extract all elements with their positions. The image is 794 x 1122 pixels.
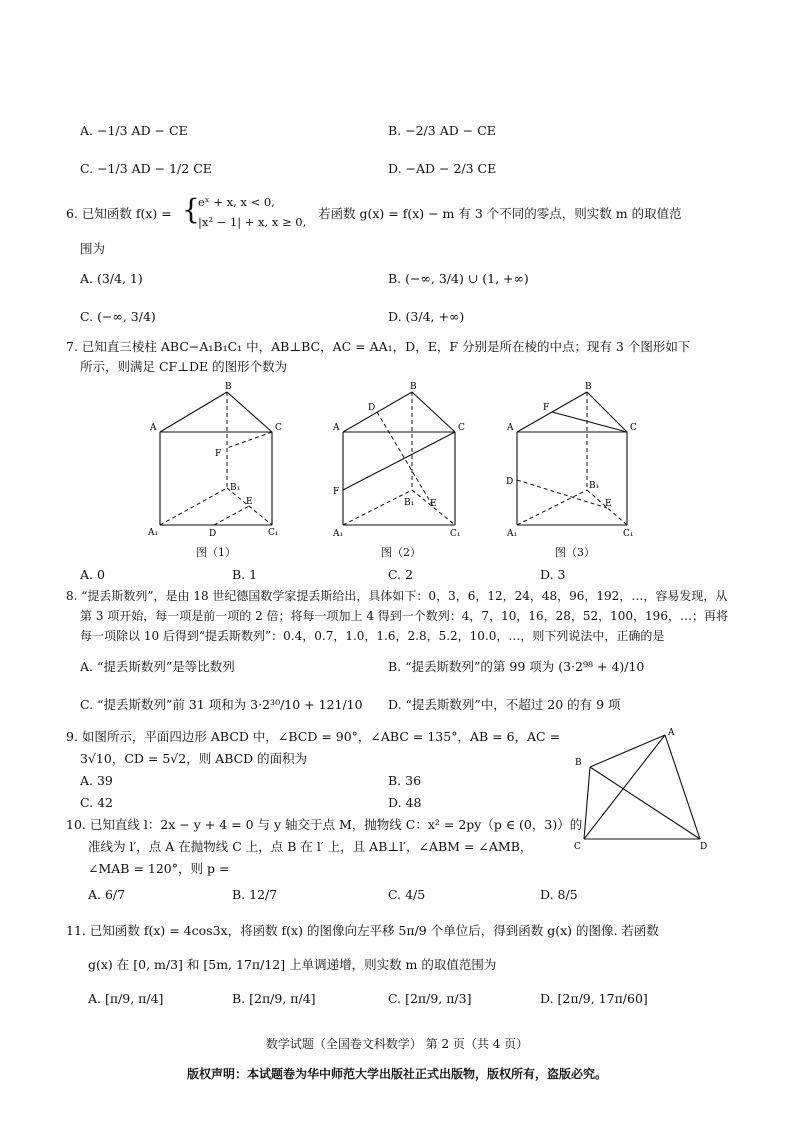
q9-stem-line-1: 9. 如图所示，平面四边形 ABCD 中，∠BCD = 90°，∠ABC = 135°，AB = 6，AC = [66,729,561,744]
label-b: B [585,382,592,392]
q6-option-b: B. (−∞, 3/4) ∪ (1, +∞) [388,271,529,286]
q10-stem-line-3: ∠MAB = 120°，则 p = [88,861,230,876]
figure-1-caption: 图（1） [196,546,236,559]
copyright-notice: 版权声明：本试题卷为华中师范大学出版社正式出版物，版权所有，盗版必究。 [186,1067,607,1081]
q11-option-c: C. [2π/9, π/3] [388,991,472,1006]
label-c1: C₁ [450,529,461,539]
prism-figure-2 [330,380,470,540]
label-b1: B₁ [404,498,415,508]
label-c: C [458,423,465,433]
label-b1: B₁ [589,481,600,491]
q6-stem-end: 若函数 g(x) = f(x) − m 有 3 个不同的零点，则实数 m 的取值范 [318,206,682,221]
q5-option-d: D. −AD − 2/3 CE [388,161,497,176]
q7-option-a: A. 0 [80,567,105,582]
page-footer: 数学试题（全国卷文科数学） 第 2 页（共 4 页） [265,1037,529,1051]
label-e: E [430,499,437,509]
q7-option-c: C. 2 [388,567,414,582]
label-c: C [574,842,581,852]
label-a: A [150,423,157,433]
q8-stem-line-1: 8. “提丢斯数列”，是由 18 世纪德国数学家提丢斯给出，具体如下：0，3，6，12，24，48，96，192，…，容易发现，从 [66,589,728,603]
q6-option-d: D. (3/4, +∞) [388,309,465,324]
q8-stem-line-3: 每一项除以 10 后得到“提丢斯数列”：0.4，0.7，1.0，1.6，2.8，5.2，10.0，…，则下列说法中，正确的是 [80,629,665,643]
q8-option-b: B. “提丢斯数列”的第 99 项为 (3·2⁹⁸ + 4)/10 [388,659,645,674]
q6-stem-start: 6. 已知函数 f(x) = [66,206,172,221]
label-a1: A₁ [333,529,344,539]
q8-option-a: A. “提丢斯数列”是等比数列 [80,659,235,674]
label-a: A [333,423,340,433]
q11-option-d: D. [2π/9, 17π/60] [540,991,648,1006]
q9-option-a: A. 39 [80,773,113,788]
label-c: C [275,423,282,433]
label-f: F [215,449,222,459]
label-f: F [543,403,550,413]
label-b: B [410,382,417,392]
q11-stem-line-2: g(x) 在 [0, m/3] 和 [5m, 17π/12] 上单调递增，则实数 m 的取值范围为 [88,957,497,972]
figure-2-caption: 图（2） [381,546,421,559]
q6-case-2: |x² − 1| + x, x ≥ 0, [198,215,307,229]
q11-stem-line-1: 11. 已知函数 f(x) = 4cos3x，将函数 f(x) 的图像向左平移 5π/9 个单位后，得到函数 g(x) 的图像. 若函数 [66,923,659,938]
q5-option-c: C. −1/3 AD − 1/2 CE [80,161,212,176]
q8-stem-line-2: 第 3 项开始，每一项是前一项的 2 倍；将每一项加上 4 得到一个数列：4，7，10，16，28，52，100，196，…；再将 [80,609,728,623]
quadrilateral-figure [570,725,720,855]
label-a1: A₁ [507,529,518,539]
label-c1: C₁ [268,528,279,538]
q10-option-d: D. 8/5 [540,887,578,902]
label-d: D [209,529,217,539]
q8-option-c: C. “提丢斯数列”前 31 项和为 3·2³⁰/10 + 121/10 [80,697,363,712]
q8-option-d: D. “提丢斯数列”中，不超过 20 的有 9 项 [388,697,621,712]
q10-option-c: C. 4/5 [388,887,426,902]
figure-3-caption: 图（3） [555,546,595,559]
q6-option-c: C. (−∞, 3/4) [80,309,156,324]
q7-option-b: B. 1 [232,567,258,582]
q5-option-a: A. −1/3 AD − CE [80,123,188,138]
label-d: D [506,477,514,487]
q11-option-b: B. [2π/9, π/4] [232,991,316,1006]
label-c: C [630,423,637,433]
label-d: D [700,842,708,852]
label-e: E [605,499,612,509]
label-e: E [246,497,253,507]
q9-stem-line-2: 3√10，CD = 5√2，则 ABCD 的面积为 [80,751,308,766]
label-b: B [225,382,232,392]
piecewise-brace: { [182,193,200,226]
q6-case-1: eˣ + x, x < 0, [198,195,275,209]
prism-figure-3 [500,380,640,540]
label-a: A [668,728,675,738]
q9-option-d: D. 48 [388,795,422,810]
label-d: D [368,403,376,413]
label-b: B [575,758,582,768]
q9-option-c: C. 42 [80,795,113,810]
q11-option-a: A. [π/9, π/4] [88,991,164,1006]
q7-option-d: D. 3 [540,567,566,582]
label-f: F [333,487,340,497]
q9-option-b: B. 36 [388,773,422,788]
q10-stem-line-2: 准线为 l′，点 A 在抛物线 C 上，点 B 在 l′ 上，且 AB⊥l′，∠ABM = ∠AMB， [88,839,533,854]
label-b1: B₁ [230,483,241,493]
q5-option-b: B. −2/3 AD − CE [388,123,496,138]
label-a1: A₁ [148,528,159,538]
q7-stem-line-1: 7. 已知直三棱柱 ABC−A₁B₁C₁ 中，AB⊥BC，AC = AA₁，D，E，F 分别是所在棱的中点；现有 3 个图形如下 [66,339,691,354]
label-a: A [507,423,514,433]
q10-stem-line-1: 10. 已知直线 l：2x − y + 4 = 0 与 y 轴交于点 M，抛物线 C：x² = 2py（p ∈ (0，3)）的 [66,817,583,832]
label-c1: C₁ [623,529,634,539]
q10-option-b: B. 12/7 [232,887,278,902]
q7-stem-line-2: 所示，则满足 CF⊥DE 的图形个数为 [80,359,288,374]
q10-option-a: A. 6/7 [88,887,126,902]
q6-stem-tail: 围为 [80,241,106,256]
q6-option-a: A. (3/4, 1) [80,271,143,286]
prism-figure-1 [145,380,285,540]
